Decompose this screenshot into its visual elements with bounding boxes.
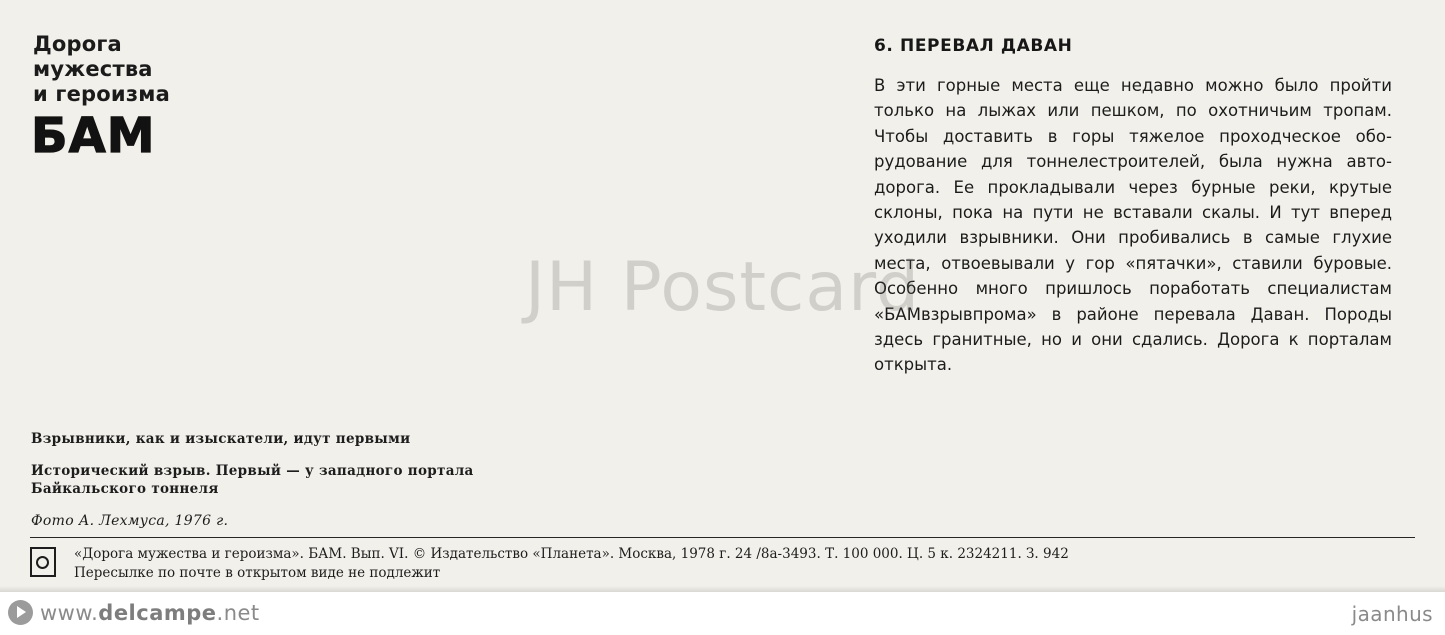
imprint-footer: [30, 545, 1420, 583]
play-circle-icon: [8, 600, 33, 625]
watermark-brand: [8, 600, 260, 625]
publisher-logo-icon: [30, 547, 56, 577]
description-column: [874, 36, 1392, 378]
watermark-center: JH Postcard: [524, 248, 921, 327]
watermark-right: jaanhus: [1351, 602, 1433, 626]
imprint-line-2: Пересылке по почте в открытом виде не подлежит: [74, 565, 441, 581]
series-title-line-2: мужества: [33, 57, 153, 81]
watermark-brand-text: [40, 601, 260, 625]
description-body: В эти горные места еще недавно можно было пройти только на лыжах или пешком, по охотничьим тропам. Чтобы доставить в горы тяжелое проходческое оборудование для тоннелестроителей, была нужна автодорога. Ее прокладывали через бурные реки, крутые склоны, пока на пути не вставали скалы. И тут вперед уходили взрывники. Они пробивались в самые глухие места, отвоевывали у гор «пятачки», ставили буровые. Особенно много пришлось поработать специалистам «БАМвзрывпрома» в районе перевала Даван. Породы здесь гранитные, но и они сдались. Дорога к порталам открыта.: [874, 76, 1392, 375]
description-title: 6. ПЕРЕВАЛ ДАВАН: [874, 36, 1073, 56]
bam-logo: БАМ: [31, 108, 156, 164]
caption-2: Исторический взрыв. Первый — у западного портала Байкальского тоннеля: [31, 463, 474, 497]
watermark-brand-prefix: www.: [40, 600, 99, 625]
series-title-line-1: Дорога: [33, 32, 122, 56]
series-title: [33, 32, 333, 107]
watermark-brand-suffix: .net: [216, 600, 260, 625]
caption-1: Взрывники, как и изыскатели, идут первыми: [31, 431, 411, 447]
photo-credit: Фото А. Лехмуса, 1976 г.: [31, 513, 229, 529]
watermark-brand-main: delcampe: [98, 600, 217, 625]
series-title-line-3: и героизма: [33, 82, 170, 106]
footer-divider: [30, 537, 1415, 538]
photo-captions: [31, 430, 551, 530]
imprint-line-1: «Дорога мужества и героизма». БАМ. Вып. VI. © Издательство «Планета». Москва, 1978 г. 24 /8а-3493. Т. 100 000. Ц. 5 к. 2324211. З. 942: [74, 546, 1069, 562]
